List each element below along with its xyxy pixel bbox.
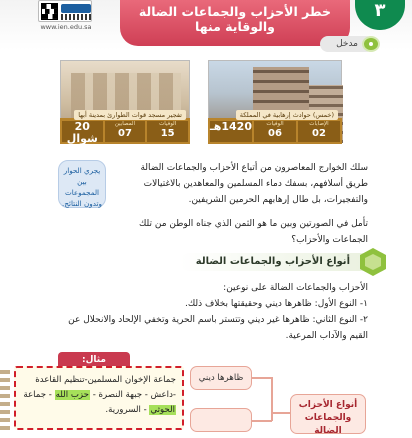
margin-decoration: [0, 366, 10, 430]
mindmap-connector: [271, 377, 273, 421]
site-url[interactable]: www.ien.edu.sa: [40, 23, 92, 31]
stat-value: 15: [160, 128, 175, 139]
stat-label: الإصابات: [309, 121, 329, 127]
example-box: [14, 366, 184, 430]
example-text: جماعة الإخوان المسلمين-تنظيم القاعدة -داعش - جبهة النصرة -: [35, 375, 176, 400]
question-paragraph: تأمل في الصورتين وبين ما هو الثمن الذي جناه الوطن من تلك الجماعات والأحزاب؟: [138, 219, 368, 245]
photo-left-caption-bar: [60, 111, 190, 151]
stat-value: 06: [268, 128, 282, 139]
example-label: مثال:: [58, 352, 130, 368]
mindmap-node-religious: ظاهرها ديني: [190, 366, 252, 390]
barcode-icon: [61, 14, 91, 20]
highlight-hezbollah: حزب الله: [55, 390, 89, 400]
qr-code-icon[interactable]: [38, 0, 92, 22]
photo-right-caption: (خمس) حوادث إرهابية في المملكة: [236, 110, 338, 120]
mindmap-connector: [252, 420, 272, 422]
intro-gem-icon: [362, 36, 380, 52]
lesson-number-badge: ٣: [355, 0, 405, 30]
date-cell: [62, 120, 103, 151]
types-list: [50, 296, 368, 344]
list-item: ٢- النوع الثاني: ظاهرها غير ديني وتتستر باسم الحرية وتخفي الإلحاد والانحلال عن القيم والآداب المرعية.: [68, 315, 368, 341]
mindmap-connector: [271, 412, 291, 414]
intro-paragraph: سلك الخوارج المعاصرون من أتباع الأحزاب والجماعات الضالة طريق أسلافهم، بسفك دماء المسلمين والمعاهدين بالاغتيالات والتفجيرات، بل طال إرهابهم الحرمين الشريفين.: [140, 163, 368, 205]
lesson-title-banner: [120, 0, 350, 46]
example-text: - السرورية.: [105, 405, 150, 415]
types-intro: الأحزاب والجماعات الضالة على نوعين:: [223, 283, 368, 293]
stat-label: المصابين: [114, 121, 136, 127]
photo-left-caption: تفجير مسجد قوات الطوارئ بمدينة أبها: [74, 110, 186, 120]
mindmap-node-other: [190, 408, 252, 432]
ien-logo-icon: [61, 4, 91, 13]
highlight-houthi: الحوثي: [150, 405, 175, 415]
stat-label: الوفيات: [266, 121, 284, 127]
date-value: 1420هـ: [209, 120, 252, 133]
stat-cell: [254, 121, 296, 142]
lesson-title-line2: والوقاية منها: [195, 19, 275, 34]
stat-value: 07: [118, 128, 132, 139]
intro-label: مدخل: [320, 36, 374, 52]
stat-cell: [298, 121, 340, 142]
photo-right-caption-bar: [208, 111, 342, 144]
stat-label: الوفيات: [159, 121, 177, 127]
section-gem-icon: [360, 248, 386, 276]
date-value: 20 شوال: [66, 120, 98, 145]
date-year: 1436هـ: [73, 145, 92, 151]
example-text: - جماعة: [23, 390, 55, 400]
section-heading: أنواع الأحزاب والجماعات الضالة: [180, 253, 370, 271]
lesson-title-line1: خطر الأحزاب والجماعات الضالة: [138, 4, 332, 19]
stat-cell: [147, 121, 188, 142]
activity-note: يجري الحوار بين المجموعات وتدون النتائج.: [58, 160, 106, 208]
qr-matrix: [41, 3, 58, 20]
stat-value: 02: [312, 128, 326, 139]
list-item: ١- النوع الأول: ظاهرها ديني وحقيقتها بخلاف ذلك.: [184, 299, 368, 309]
stat-cell: [105, 121, 146, 142]
date-cell: [210, 121, 252, 142]
mindmap-connector: [252, 377, 272, 379]
mindmap-node-main: أنواع الأحزاب والجماعات الضالة: [290, 394, 366, 434]
